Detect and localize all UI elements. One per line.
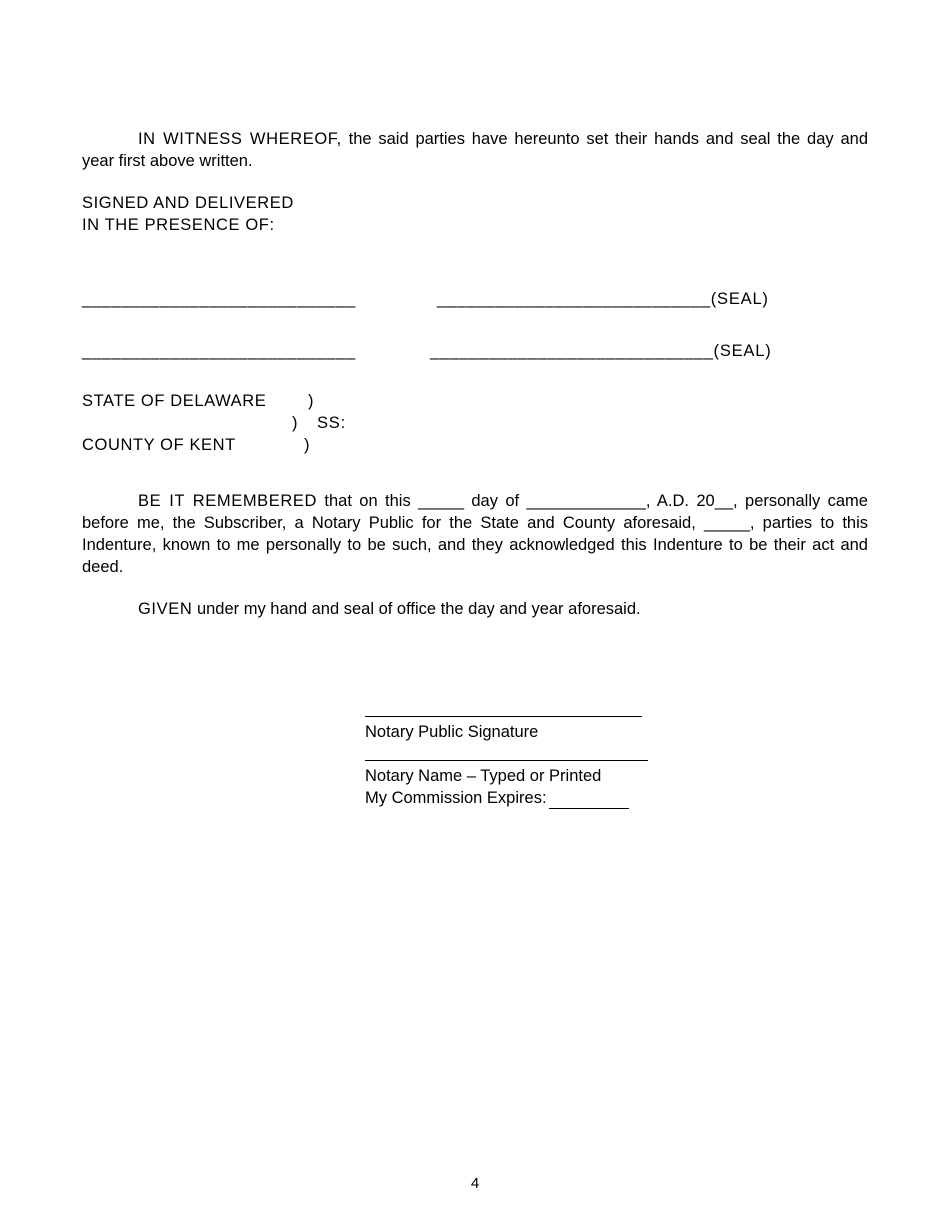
signature-line-row-2 xyxy=(82,340,868,362)
signature-blank-party-1-rule: ____________________________ xyxy=(437,290,711,308)
commission-expires-row xyxy=(365,787,785,809)
given-lead: GIVEN xyxy=(138,600,193,618)
notary-name-rule xyxy=(365,759,648,761)
jurisdiction-state-line xyxy=(82,390,868,412)
jurisdiction-county-line xyxy=(82,434,868,456)
spacer xyxy=(82,310,868,340)
acknowledgment-paragraph xyxy=(82,490,868,578)
seal-label-2: (SEAL) xyxy=(713,342,772,360)
seal-label-1: (SEAL) xyxy=(710,290,769,308)
spacer xyxy=(82,172,868,192)
signature-blank-party-2 xyxy=(430,340,772,362)
signed-delivered-line2: IN THE PRESENCE OF: xyxy=(82,216,275,234)
signature-blank-party-1 xyxy=(437,288,769,310)
spacer xyxy=(82,456,868,490)
county-label: COUNTY OF KENT xyxy=(82,436,236,454)
signed-delivered-line1: SIGNED AND DELIVERED xyxy=(82,194,294,212)
spacer xyxy=(82,578,868,598)
notary-signature-block xyxy=(365,715,785,809)
state-paren: ) xyxy=(308,392,315,410)
page-number: 4 xyxy=(470,1175,480,1192)
witness-whereof-lead: IN WITNESS WHEREOF, xyxy=(138,130,342,148)
acknowledgment-rest: that on this _____ day of _____________, A.D. 20__, personally came before me, the Subscriber, a Notary Public for the State and County aforesaid, _____, parties to this Indenture, known to me personally to be such, and they acknowledged this Indenture to be their act and deed. xyxy=(82,492,868,576)
notary-signature-label: Notary Public Signature xyxy=(365,723,539,741)
state-label: STATE OF DELAWARE xyxy=(82,392,267,410)
signature-blank-party-2-rule: _____________________________ xyxy=(430,342,714,360)
spacer xyxy=(82,236,868,288)
given-paragraph xyxy=(82,598,868,620)
signature-blank-witness-2: ____________________________ xyxy=(82,342,356,360)
signature-blank-witness-1: ____________________________ xyxy=(82,290,356,308)
commission-expires-label: My Commission Expires: xyxy=(365,789,547,807)
notary-signature-rule xyxy=(365,715,642,717)
jurisdiction-block xyxy=(82,390,868,456)
jurisdiction-ss-line xyxy=(82,412,868,434)
commission-expires-blank xyxy=(549,792,629,809)
spacer xyxy=(82,362,868,390)
signature-line-row-1 xyxy=(82,288,868,310)
notary-name-label: Notary Name – Typed or Printed xyxy=(365,767,602,785)
acknowledgment-lead: BE IT REMEMBERED xyxy=(138,492,318,510)
witness-whereof-rest: the said parties have hereunto set their hands and seal the day and year first above written. xyxy=(82,130,868,170)
ss-paren: ) xyxy=(292,414,299,432)
ss-label: SS: xyxy=(317,414,346,432)
witness-whereof-paragraph xyxy=(82,128,868,172)
given-rest: under my hand and seal of office the day and year aforesaid. xyxy=(192,600,641,618)
document-body xyxy=(82,128,868,620)
county-paren: ) xyxy=(304,436,311,454)
